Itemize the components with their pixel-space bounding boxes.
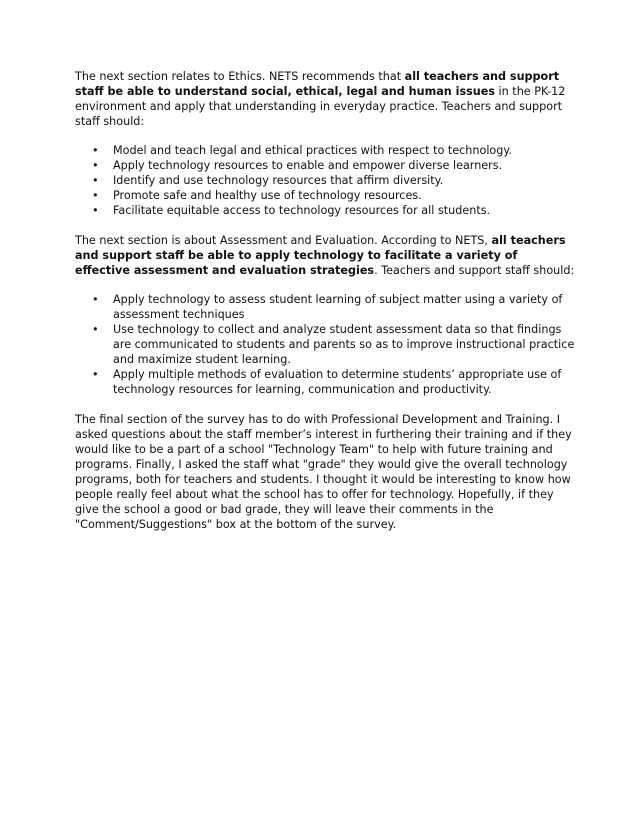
assessment-intro-emphasis: all teachers and support staff be able to apply technology to facilitate a variety of effective assessment and evaluation strategies [75,234,566,277]
list-item: • Apply technology resources to enable and empower diverse learners. [75,158,575,173]
ethics-intro-paragraph [75,69,575,129]
list-item: • Facilitate equitable access to technology resources for all students. [75,203,575,218]
list-item: • Promote safe and healthy use of technology resources. [75,188,575,203]
document-page [75,69,575,546]
list-item: • Apply multiple methods of evaluation to determine students’ appropriate use of technology resources for learning, communication and productivity. [75,367,575,397]
assessment-intro-text: The next section is about Assessment and Evaluation. According to NETS, [75,234,492,247]
ethics-intro-text: The next section relates to Ethics. NETS recommends that [75,70,405,83]
list-item: • Identify and use technology resources that affirm diversity. [75,173,575,188]
list-item: • Apply technology to assess student learning of subject matter using a variety of assessment techniques [75,292,575,322]
list-item: • Model and teach legal and ethical practices with respect to technology. [75,143,575,158]
ethics-intro-text-end: in the PK-12 environment and apply that understanding in everyday practice. Teachers and support staff should: [75,85,566,128]
list-item: • Use technology to collect and analyze student assessment data so that findings are communicated to students and parents so as to improve instructional practice and maximize student learning. [75,322,575,367]
ethics-bullet-list [75,143,575,218]
ethics-intro-emphasis: all teachers and support staff be able to understand social, ethical, legal and human issues [75,70,560,98]
final-paragraph: The final section of the survey has to do with Professional Development and Training. I asked questions about the staff member’s interest in furthering their training and if they would like to be a part of a school "Technology Team" to help with future training and programs. Finally, I asked the staff what "grade" they would give the overall technology programs, both for teachers and students. I thought it would be interesting to know how people really feel about what the school has to offer for technology. Hopefully, if they give the school a good or bad grade, they will leave their comments in the "Comment/Suggestions" box at the bottom of the survey. [75,413,572,531]
assessment-bullet-list [75,292,575,397]
assessment-intro-text-end: . Teachers and support staff should: [374,264,575,277]
assessment-intro-paragraph [75,233,575,278]
